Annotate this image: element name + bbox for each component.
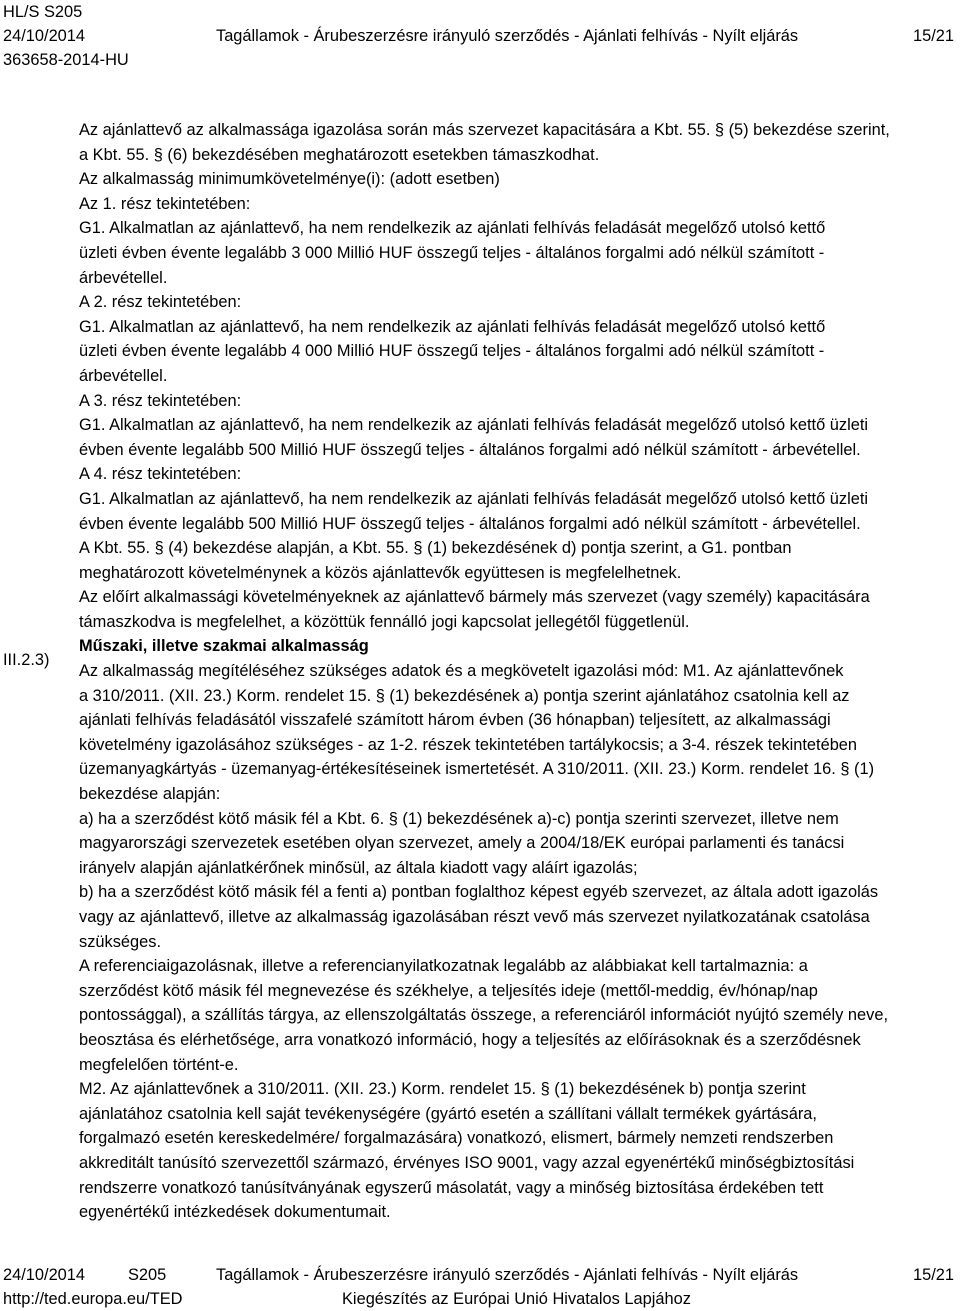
body-line: Az 1. rész tekintetében: <box>79 194 251 213</box>
body-line: a) ha a szerződést kötő másik fél a Kbt. 6. § (1) bekezdésének a)-c) pontja szerinti szervezet, illetve nem <box>79 809 839 828</box>
body-line: évben évente legalább 500 Millió HUF összegű teljes - általános forgalmi adó nélkül számított - árbevétellel. <box>79 440 861 459</box>
body-line: évben évente legalább 500 Millió HUF összegű teljes - általános forgalmi adó nélkül számított - árbevétellel. <box>79 514 861 533</box>
body-line: üzleti évben évente legalább 3 000 Millió HUF összegű teljes - általános forgalmi adó nélkül számított - <box>79 243 825 262</box>
body-line: forgalmazó esetén kereskedelmére/ forgalmazására) vonatkozó, elismert, bármely nemzeti rendszerben <box>79 1129 834 1148</box>
body-line: üzleti évben évente legalább 4 000 Millió HUF összegű teljes - általános forgalmi adó nélkül számított - <box>79 342 825 361</box>
body-line: bekezdése alapján: <box>79 785 221 804</box>
footer-series: S205 <box>128 1266 167 1284</box>
body-line: A Kbt. 55. § (4) bekezdése alapján, a Kbt. 55. § (1) bekezdésének d) pontja szerint, a G1. pontban <box>79 539 792 558</box>
body-line: a 310/2011. (XII. 23.) Korm. rendelet 15. § (1) bekezdésének a) pontja szerint ajánlatához csatolnia kell az <box>79 686 850 705</box>
footer-url-link[interactable]: http://ted.europa.eu/TED <box>3 1290 183 1308</box>
body-line: rendszerre vonatkozó tanúsítványának egyszerű másolatát, vagy a minőség biztosítása érdekében tett <box>79 1178 824 1197</box>
body-line: követelmény igazolásához szükséges - az 1-2. részek tekintetében tartálykocsis; a 3-4. részek tekintetében <box>79 735 858 754</box>
body-line: árbevétellel. <box>79 268 168 287</box>
body-line: A 3. rész tekintetében: <box>79 391 242 410</box>
header-title: Tagállamok - Árubeszerzésre irányuló szerződés - Ajánlati felhívás - Nyílt eljárás <box>216 27 799 45</box>
body-line: a Kbt. 55. § (6) bekezdésében meghatározott esetekben támaszkodhat. <box>79 145 600 164</box>
body-line: Műszaki, illetve szakmai alkalmasság <box>79 637 369 656</box>
body-line: ajánlati felhívás feladásától visszafelé számított három évben (36 hónapban) teljesített, az alkalmassági <box>79 711 831 730</box>
body-line: G1. Alkalmatlan az ajánlattevő, ha nem rendelkezik az ajánlati felhívás feladását megelőző utolsó kettő <box>79 219 826 238</box>
footer-date: 24/10/2014 <box>3 1266 86 1284</box>
body-line: egyenértékű intézkedések dokumentumait. <box>79 1203 391 1222</box>
body-line: akkreditált tanúsító szervezettől származó, érvényes ISO 9001, vagy azzal egyenértékű minőségbiztosítási <box>79 1153 855 1172</box>
body-line: G1. Alkalmatlan az ajánlattevő, ha nem rendelkezik az ajánlati felhívás feladását megelőző utolsó kettő üzleti <box>79 416 869 435</box>
footer-title: Tagállamok - Árubeszerzésre irányuló szerződés - Ajánlati felhívás - Nyílt eljárás <box>216 1266 799 1284</box>
body-line: G1. Alkalmatlan az ajánlattevő, ha nem rendelkezik az ajánlati felhívás feladását megelőző utolsó kettő <box>79 317 826 336</box>
header-page-number: 15/21 <box>912 27 954 45</box>
body-line: G1. Alkalmatlan az ajánlattevő, ha nem rendelkezik az ajánlati felhívás feladását megelőző utolsó kettő üzleti <box>79 489 869 508</box>
body-line: üzemanyagkártyás - üzemanyag-értékesítéseinek ismertetését. A 310/2011. (XII. 23.) Korm. rendelet 16. § (1) <box>79 760 875 779</box>
header-notice-id: 363658-2014-HU <box>3 51 129 69</box>
body-line: A 4. rész tekintetében: <box>79 465 242 484</box>
body-line: árbevétellel. <box>79 366 168 385</box>
footer-page-number: 15/21 <box>912 1266 954 1284</box>
body-line: Az alkalmasság megítéléséhez szükséges adatok és a megkövetelt igazolási mód: M1. Az ajánlattevőnek <box>79 662 844 681</box>
body-line: meghatározott követelménynek a közös ajánlattevők együttesen is megfelelhetnek. <box>79 563 682 582</box>
body-line: beosztása és elérhetősége, arra vonatkozó információ, hogy a teljesítés az előírásoknak és a szerződésnek <box>79 1030 861 1049</box>
body-line: M2. Az ajánlattevőnek a 310/2011. (XII. 23.) Korm. rendelet 15. § (1) bekezdésének b) pontja szerint <box>79 1080 806 1099</box>
body-line: szerződést kötő másik fél megnevezése és székhelye, a teljesítés ideje (mettől-meddig, év/hónap/nap <box>79 981 818 1000</box>
header-series: HL/S S205 <box>3 3 83 21</box>
body-line: ajánlatához csatolnia kell saját tevékenységére (gyártó esetén a szállítani vállalt termékek gyártására, <box>79 1104 817 1123</box>
body-line: pontossággal), a szállítás tárgya, az ellenszolgáltatás összege, a referenciáról információt nyújtó személy neve, <box>79 1006 889 1025</box>
body-line: irányelv alapján ajánlatkérőnek minősül, az általa kiadott vagy aláírt igazolás; <box>79 858 638 877</box>
body-line: támaszkodva is megfelelhet, a közöttük fennálló jogi kapcsolat jellegétől függetlenül. <box>79 612 690 631</box>
body-line: Az alkalmasság minimumkövetelménye(i): (adott esetben) <box>79 170 500 189</box>
header-date: 24/10/2014 <box>3 27 86 45</box>
body-line: magyarországi szervezetek esetében olyan szervezet, amely a 2004/18/EK európai parlamenti és tanácsi <box>79 834 845 853</box>
body-line: b) ha a szerződést kötő másik fél a fenti a) pontban foglalthoz képest egyéb szervezet, az általa adott igazolás <box>79 883 879 902</box>
section-body <box>79 118 945 1225</box>
body-line: A referenciaigazolásnak, illetve a referencianyilatkozatnak legalább az alábbiakat kell tartalmaznia: a <box>79 957 808 976</box>
body-line: szükséges. <box>79 932 161 951</box>
body-line: Az előírt alkalmassági követelményeknek az ajánlattevő bármely más szervezet (vagy személy) kapacitására <box>79 588 870 607</box>
body-line: vagy az ajánlattevő, illetve az alkalmasság igazolásában részt vevő más szervezet nyilatkozatának csatolása <box>79 908 870 926</box>
footer-publisher: Kiegészítés az Európai Unió Hivatalos Lapjához <box>342 1290 691 1308</box>
body-line: A 2. rész tekintetében: <box>79 293 242 312</box>
section-number: III.2.3) <box>3 651 50 669</box>
body-line: Az ajánlattevő az alkalmassága igazolása során más szervezet kapacitására a Kbt. 55. § (5) bekezdése szerint, <box>79 121 890 139</box>
body-line: megfelelően történt-e. <box>79 1055 239 1074</box>
